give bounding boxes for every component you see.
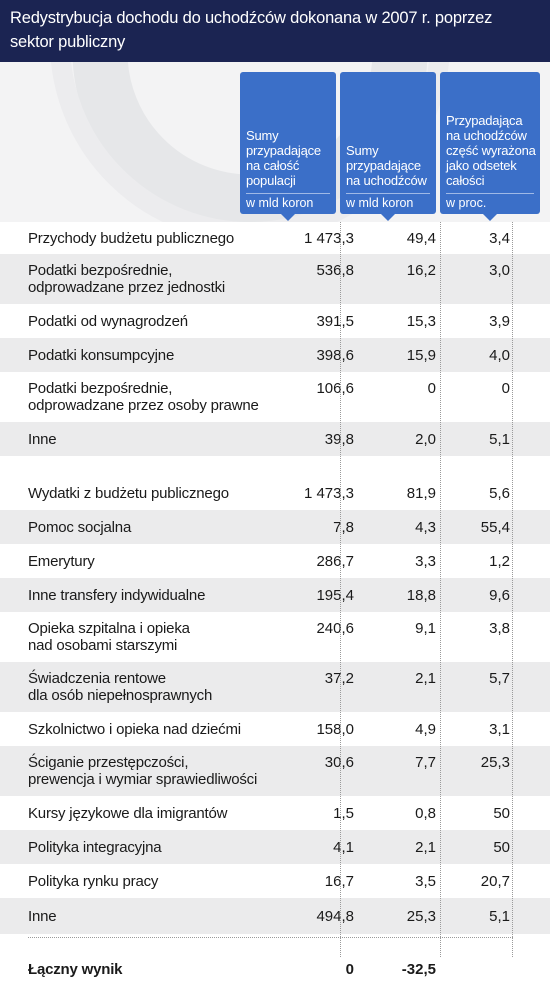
row-label: Opieka szpitalna i opieka nad osobami starszymi bbox=[28, 620, 190, 654]
value-percent: 50 bbox=[493, 805, 510, 822]
total-label: Łączny wynik bbox=[28, 961, 123, 978]
table-row bbox=[0, 746, 550, 796]
row-label: Polityka integracyjna bbox=[28, 839, 162, 856]
value-percent: 4,0 bbox=[489, 347, 510, 364]
column-header-unit: w mld koron bbox=[246, 196, 314, 210]
column-header-label: Sumy przypadające na całość populacji bbox=[246, 128, 321, 188]
value-percent: 5,1 bbox=[489, 908, 510, 925]
table-row bbox=[0, 338, 550, 372]
value-percent: 0 bbox=[501, 380, 510, 397]
column-header-divider bbox=[446, 193, 534, 194]
row-label: Podatki bezpośrednie, odprowadzane przez osoby prawne bbox=[28, 380, 259, 414]
value-percent: 25,3 bbox=[480, 754, 510, 771]
value-population: 16,7 bbox=[324, 873, 354, 890]
value-refugees: 4,3 bbox=[415, 519, 436, 536]
row-label: Podatki konsumpcyjne bbox=[28, 347, 175, 364]
value-population: 30,6 bbox=[324, 754, 354, 771]
value-percent: 50 bbox=[493, 839, 510, 856]
value-population: 1,5 bbox=[333, 805, 354, 822]
pointer-arrow-icon bbox=[483, 214, 497, 221]
value-population: 1 473,3 bbox=[303, 230, 354, 247]
row-label: Przychody budżetu publicznego bbox=[28, 230, 235, 247]
value-percent: 5,1 bbox=[489, 431, 510, 448]
value-percent: 5,6 bbox=[489, 485, 510, 502]
row-label: Ściganie przestępczości, prewencja i wymiar sprawiedliwości bbox=[28, 754, 258, 788]
pointer-arrow-icon bbox=[381, 214, 395, 221]
value-refugees: 2,1 bbox=[415, 839, 436, 856]
value-percent: 3,0 bbox=[489, 262, 510, 279]
value-refugees: 15,9 bbox=[406, 347, 436, 364]
value-percent: 3,4 bbox=[489, 230, 510, 247]
value-refugees: 0,8 bbox=[415, 805, 436, 822]
column-header-unit: w proc. bbox=[446, 196, 487, 210]
column-headers bbox=[0, 72, 550, 220]
column-divider bbox=[340, 222, 341, 957]
value-population: 195,4 bbox=[316, 587, 354, 604]
total-divider bbox=[28, 937, 513, 938]
column-header-divider bbox=[346, 193, 430, 194]
table-row bbox=[0, 254, 550, 304]
column-header-refugees bbox=[340, 72, 436, 214]
table-row bbox=[0, 712, 550, 746]
value-population: 7,8 bbox=[333, 519, 354, 536]
value-refugees: 49,4 bbox=[406, 230, 436, 247]
value-population: 158,0 bbox=[316, 721, 354, 738]
column-divider bbox=[512, 222, 513, 957]
row-label: Podatki bezpośrednie, odprowadzane przez jednostki bbox=[28, 262, 226, 296]
value-refugees: 25,3 bbox=[406, 908, 436, 925]
value-population: 398,6 bbox=[316, 347, 354, 364]
value-refugees: 2,0 bbox=[415, 431, 436, 448]
row-label: Kursy językowe dla imigrantów bbox=[28, 805, 228, 822]
value-population: 391,5 bbox=[316, 313, 354, 330]
value-percent: 5,7 bbox=[489, 670, 510, 687]
column-header-unit: w mld koron bbox=[346, 196, 414, 210]
column-header-percent bbox=[440, 72, 540, 214]
table-row bbox=[0, 304, 550, 338]
table-row bbox=[0, 510, 550, 544]
row-label: Inne bbox=[28, 908, 57, 925]
value-refugees: 9,1 bbox=[415, 620, 436, 637]
table-row bbox=[0, 476, 550, 510]
column-header-label: Sumy przypadające na uchodźców bbox=[346, 143, 427, 188]
table-row bbox=[0, 898, 550, 934]
total-value-population: 0 bbox=[345, 961, 354, 978]
row-label: Szkolnictwo i opieka nad dziećmi bbox=[28, 721, 241, 738]
row-label: Pomoc socjalna bbox=[28, 519, 132, 536]
column-divider bbox=[440, 222, 441, 957]
table-row bbox=[0, 222, 550, 254]
value-refugees: 16,2 bbox=[406, 262, 436, 279]
value-percent: 9,6 bbox=[489, 587, 510, 604]
value-percent: 20,7 bbox=[480, 873, 510, 890]
value-refugees: 7,7 bbox=[415, 754, 436, 771]
value-population: 1 473,3 bbox=[303, 485, 354, 502]
table-row bbox=[0, 796, 550, 830]
value-population: 37,2 bbox=[324, 670, 354, 687]
value-refugees: 0 bbox=[427, 380, 436, 397]
value-percent: 55,4 bbox=[480, 519, 510, 536]
value-population: 4,1 bbox=[333, 839, 354, 856]
value-refugees: 18,8 bbox=[406, 587, 436, 604]
table-row bbox=[0, 578, 550, 612]
value-refugees: 4,9 bbox=[415, 721, 436, 738]
row-label: Inne bbox=[28, 431, 57, 448]
value-refugees: 3,3 bbox=[415, 553, 436, 570]
row-label: Inne transfery indywidualne bbox=[28, 587, 206, 604]
value-refugees: 81,9 bbox=[406, 485, 436, 502]
table-row bbox=[0, 422, 550, 456]
table-row bbox=[0, 864, 550, 898]
column-header-label: Przypadająca na uchodźców część wyrażona jako odsetek całości bbox=[446, 113, 536, 188]
value-refugees: 2,1 bbox=[415, 670, 436, 687]
table-row bbox=[0, 372, 550, 422]
row-label: Wydatki z budżetu publicznego bbox=[28, 485, 229, 502]
total-row bbox=[0, 958, 550, 982]
value-population: 286,7 bbox=[316, 553, 354, 570]
title-bar bbox=[0, 0, 550, 62]
table-row bbox=[0, 830, 550, 864]
value-refugees: 15,3 bbox=[406, 313, 436, 330]
row-label: Polityka rynku pracy bbox=[28, 873, 159, 890]
value-population: 106,6 bbox=[316, 380, 354, 397]
value-percent: 3,8 bbox=[489, 620, 510, 637]
value-population: 536,8 bbox=[316, 262, 354, 279]
value-population: 494,8 bbox=[316, 908, 354, 925]
page-title: Redystrybucja dochodu do uchodźców dokonana w 2007 r. poprzez sektor publiczny bbox=[10, 9, 493, 51]
value-percent: 3,9 bbox=[489, 313, 510, 330]
table-row bbox=[0, 662, 550, 712]
row-label: Podatki od wynagrodzeń bbox=[28, 313, 188, 330]
value-percent: 3,1 bbox=[489, 721, 510, 738]
value-percent: 1,2 bbox=[489, 553, 510, 570]
value-refugees: 3,5 bbox=[415, 873, 436, 890]
table-row bbox=[0, 612, 550, 662]
column-header-total bbox=[240, 72, 336, 214]
total-value-refugees: -32,5 bbox=[401, 961, 436, 978]
column-header-divider bbox=[246, 193, 330, 194]
value-population: 240,6 bbox=[316, 620, 354, 637]
row-label: Świadczenia rentowe dla osób niepełnosprawnych bbox=[28, 670, 213, 704]
row-label: Emerytury bbox=[28, 553, 95, 570]
pointer-arrow-icon bbox=[281, 214, 295, 221]
value-population: 39,8 bbox=[324, 431, 354, 448]
table-row bbox=[0, 544, 550, 578]
